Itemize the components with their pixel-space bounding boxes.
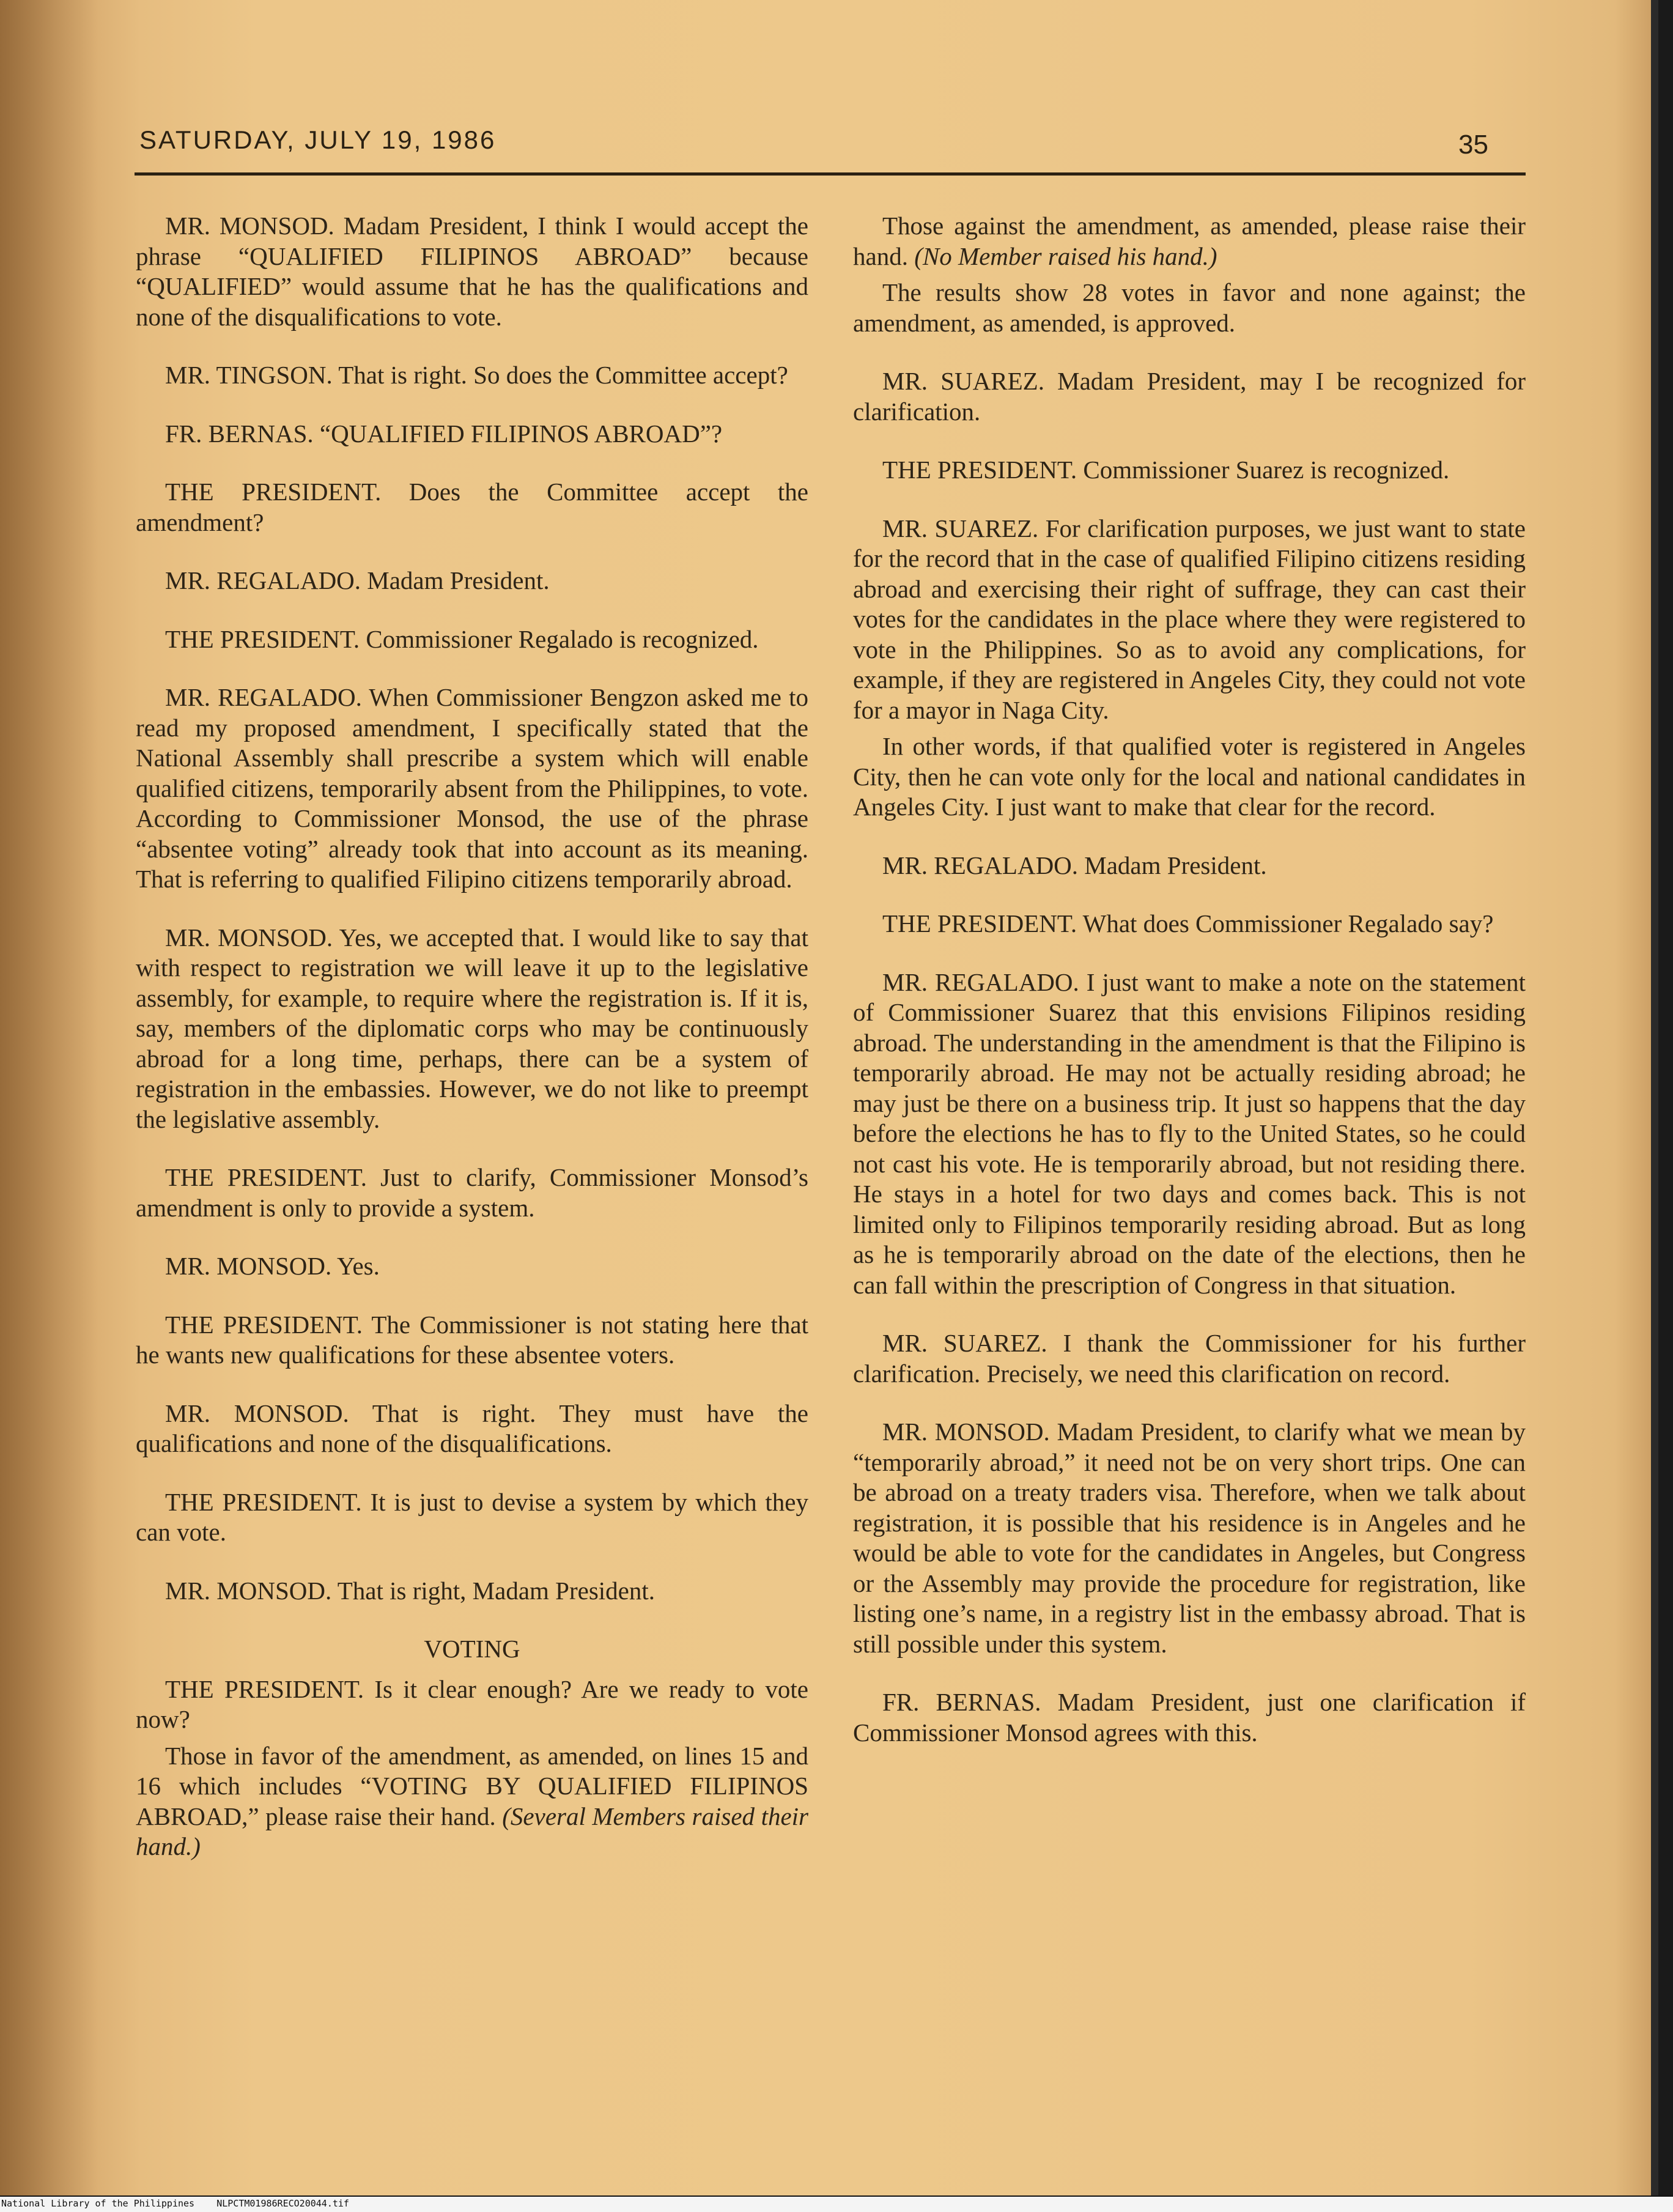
paragraph: MR. MONSOD. Madam President, to clarify what we mean by “temporarily abroad,” it need not be on very short trips. One can be abroad on a treaty traders visa. Therefore, when we talk about registration, it is possible that his residence is in Angeles and he would be able to vote for the candidates in Angeles, but Congress or the Assembly may provide the procedure for registration, like listing one’s name, in a registry list in the embassy abroad. That is still possible under this system. bbox=[853, 1418, 1526, 1658]
paragraph: MR. SUAREZ. I thank the Commissioner for his further clarification. Precisely, we need this clarification on record. bbox=[853, 1329, 1526, 1388]
paragraph-with-note bbox=[853, 211, 1526, 272]
paragraph: MR. TINGSON. That is right. So does the Committee accept? bbox=[165, 361, 788, 389]
running-header-date: SATURDAY, JULY 19, 1986 bbox=[139, 125, 497, 154]
paragraph: In other words, if that qualified voter is registered in Angeles City, then he can vote only for the local and national candidates in Angeles City. I just want to make that clear for the record. bbox=[853, 732, 1526, 821]
scan-footer-text bbox=[1, 2198, 349, 2209]
stage-direction: (Several Members raised their hand.) bbox=[136, 1802, 809, 1860]
header-rule bbox=[135, 172, 1526, 176]
paragraph: MR. MONSOD. That is right. They must have the qualifications and none of the disqualifications. bbox=[136, 1399, 808, 1457]
paragraph: THE PRESIDENT. What does Commissioner Regalado say? bbox=[882, 909, 1494, 938]
spine-shadow bbox=[0, 0, 98, 2195]
paragraph-text: Those in favor of the amendment, as amended, on lines 15 and 16 which includes “VOTING BY QUALIFIED FILIPINOS ABROAD,” please raise their hand. bbox=[136, 1741, 808, 1830]
paragraph: THE PRESIDENT. Commissioner Suarez is recognized. bbox=[882, 456, 1450, 484]
paragraph: MR. MONSOD. Yes, we accepted that. I would like to say that with respect to registration we will leave it up to the legislative assembly, for example, to require where the registration is. If it is, say, members of the diplomatic corps who may be continuously abroad for a long time, perhaps, there can be a system of registration in the embassies. However, we do not like to preempt the legislative assembly. bbox=[136, 923, 808, 1133]
paragraph: FR. BERNAS. “QUALIFIED FILIPINOS ABROAD”? bbox=[165, 419, 723, 448]
paragraph: MR. REGALADO. When Commissioner Bengzon asked me to read my proposed amendment, I specifically stated that the National Assembly shall prescribe a system which will enable qualified citizens, temporarily absent from the Philippines, to vote. According to Commissioner Monsod, the use of the phrase “absentee voting” already took that into account as its meaning. That is referring to qualified Filipino citizens temporarily abroad. bbox=[136, 683, 808, 893]
library-name: National Library of the Philippines bbox=[1, 2198, 195, 2209]
paragraph: MR. SUAREZ. For clarification purposes, we just want to state for the record that in the case of qualified Filipino citizens residing abroad and exercising their right of suffrage, they can cast their votes for the candidates in the place where they were registered to vote in the Philippines. So as to avoid any complications, for example, if they are registered in Angeles City, they could not vote for a mayor in Naga City. bbox=[853, 514, 1526, 724]
paragraph: THE PRESIDENT. Is it clear enough? Are we ready to vote now? bbox=[136, 1674, 808, 1733]
paragraph: MR. SUAREZ. Madam President, may I be recognized for clarification. bbox=[853, 367, 1526, 426]
scan-filename: NLPCTM01986RECO20044.tif bbox=[216, 2198, 349, 2209]
section-heading-voting: VOTING bbox=[424, 1635, 520, 1663]
paragraph: THE PRESIDENT. Does the Committee accept the amendment? bbox=[136, 478, 808, 536]
paragraph: The results show 28 votes in favor and none against; the amendment, as amended, is approved. bbox=[853, 278, 1526, 337]
paragraph: THE PRESIDENT. Just to clarify, Commissioner Monsod’s amendment is only to provide a system. bbox=[136, 1163, 808, 1222]
paragraph-text: Those against the amendment, as amended, please raise their hand. bbox=[853, 212, 1526, 270]
paragraph: THE PRESIDENT. The Commissioner is not stating here that he wants new qualifications for these absentee voters. bbox=[136, 1310, 808, 1369]
right-column bbox=[853, 211, 1526, 1776]
paragraph: MR. REGALADO. Madam President. bbox=[882, 851, 1267, 879]
paragraph-with-note bbox=[136, 1741, 808, 1862]
paragraph: MR. REGALADO. I just want to make a note on the statement of Commissioner Suarez that this envisions Filipinos residing abroad. The understanding in the amendment is that the Filipino is temporarily abroad. He may not be actually residing abroad; he may just be there on a business trip. It just so happens that the day before the elections he has to fly to the United States, so he could not cast his vote. He is temporarily abroad, but not residing there. He stays in a hotel for two days and comes back. This is not limited only to Filipinos temporarily residing abroad. But as long as he is temporarily abroad on the date of the elections, then he can fall within the prescription of Congress in that situation. bbox=[853, 967, 1526, 1299]
paragraph: MR. MONSOD. Madam President, I think I would accept the phrase “QUALIFIED FILIPINOS ABROAD” because “QUALIFIED” would assume that he has the qualifications and none of the disqualifications to vote. bbox=[136, 212, 808, 331]
paragraph: MR. MONSOD. That is right, Madam President. bbox=[165, 1576, 656, 1605]
stage-direction: (No Member raised his hand.) bbox=[914, 242, 1217, 270]
paragraph: MR. REGALADO. Madam President. bbox=[165, 566, 550, 594]
paragraph: THE PRESIDENT. It is just to devise a system by which they can vote. bbox=[136, 1487, 808, 1546]
left-column bbox=[136, 211, 808, 1868]
paragraph: THE PRESIDENT. Commissioner Regalado is recognized. bbox=[165, 624, 759, 653]
paragraph: MR. MONSOD. Yes. bbox=[165, 1252, 380, 1280]
paragraph: FR. BERNAS. Madam President, just one clarification if Commissioner Monsod agrees with this. bbox=[853, 1688, 1526, 1747]
page-number: 35 bbox=[1458, 130, 1488, 160]
page-edge bbox=[1651, 0, 1658, 2195]
